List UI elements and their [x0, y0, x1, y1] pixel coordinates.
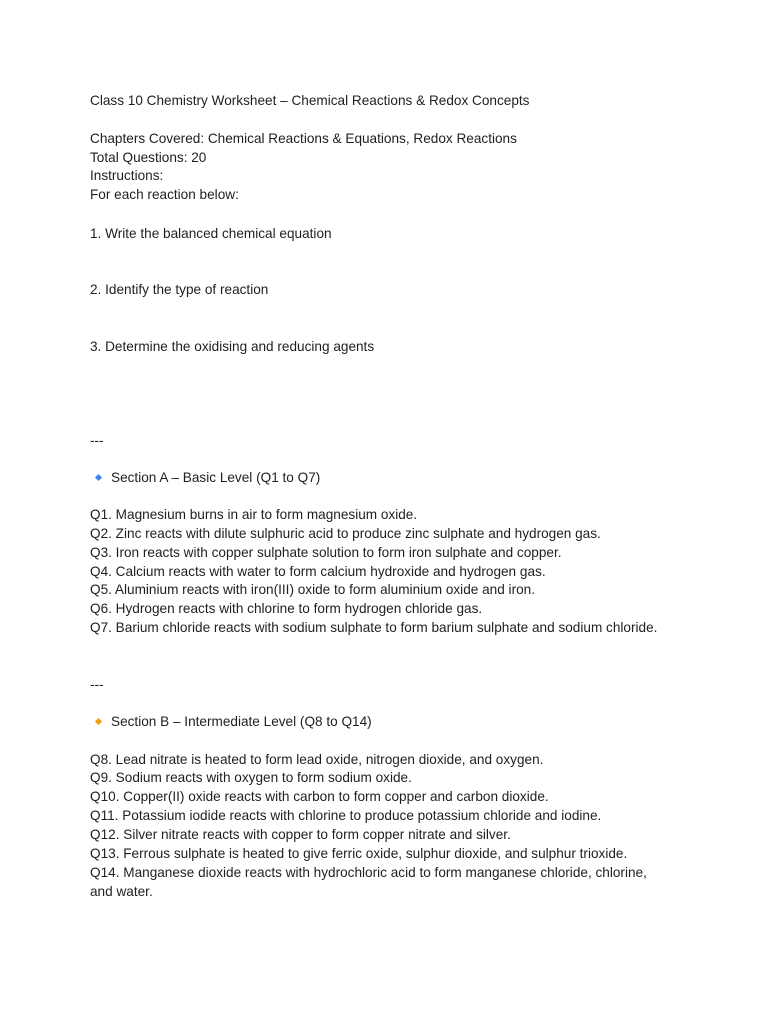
orange-diamond-icon [95, 718, 102, 725]
total-questions: Total Questions: 20 [90, 150, 207, 165]
page-title: Class 10 Chemistry Worksheet – Chemical Reactions & Redox Concepts [90, 93, 530, 108]
instruction-step: 3. Determine the oxidising and reducing agents [90, 339, 375, 354]
question-item: Q5. Aluminium reacts with iron(III) oxide to form aluminium oxide and iron. [90, 582, 535, 597]
question-item: Q13. Ferrous sulphate is heated to give ferric oxide, sulphur dioxide, and sulphur trioxide. [90, 846, 628, 861]
question-item: Q3. Iron reacts with copper sulphate solution to form iron sulphate and copper. [90, 545, 562, 560]
chapters-covered: Chapters Covered: Chemical Reactions & Equations, Redox Reactions [90, 131, 517, 146]
question-item: Q11. Potassium iodide reacts with chlorine to produce potassium chloride and iodine. [90, 808, 602, 823]
question-item: Q6. Hydrogen reacts with chlorine to form hydrogen chloride gas. [90, 601, 483, 616]
separator: --- [90, 433, 104, 448]
instruction-step: 2. Identify the type of reaction [90, 282, 269, 297]
question-item: Q10. Copper(II) oxide reacts with carbon to form copper and carbon dioxide. [90, 789, 549, 804]
section-a-heading: Section A – Basic Level (Q1 to Q7) [111, 470, 321, 485]
instructions-label: Instructions: [90, 168, 164, 183]
separator: --- [90, 677, 104, 692]
instruction-step: 1. Write the balanced chemical equation [90, 226, 332, 241]
question-item: Q14. Manganese dioxide reacts with hydrochloric acid to form manganese chloride, chlorine, and water. [90, 865, 647, 899]
question-item: Q2. Zinc reacts with dilute sulphuric acid to produce zinc sulphate and hydrogen gas. [90, 526, 601, 541]
question-item: Q1. Magnesium burns in air to form magnesium oxide. [90, 507, 418, 522]
question-item: Q12. Silver nitrate reacts with copper to form copper nitrate and silver. [90, 827, 511, 842]
blue-diamond-icon [95, 474, 102, 481]
instructions-intro: For each reaction below: [90, 187, 239, 202]
question-item: Q4. Calcium reacts with water to form calcium hydroxide and hydrogen gas. [90, 564, 546, 579]
question-item: Q7. Barium chloride reacts with sodium sulphate to form barium sulphate and sodium chloride. [90, 620, 658, 635]
question-item: Q9. Sodium reacts with oxygen to form sodium oxide. [90, 770, 412, 785]
section-b-heading: Section B – Intermediate Level (Q8 to Q14) [111, 714, 372, 729]
question-item: Q8. Lead nitrate is heated to form lead oxide, nitrogen dioxide, and oxygen. [90, 752, 544, 767]
